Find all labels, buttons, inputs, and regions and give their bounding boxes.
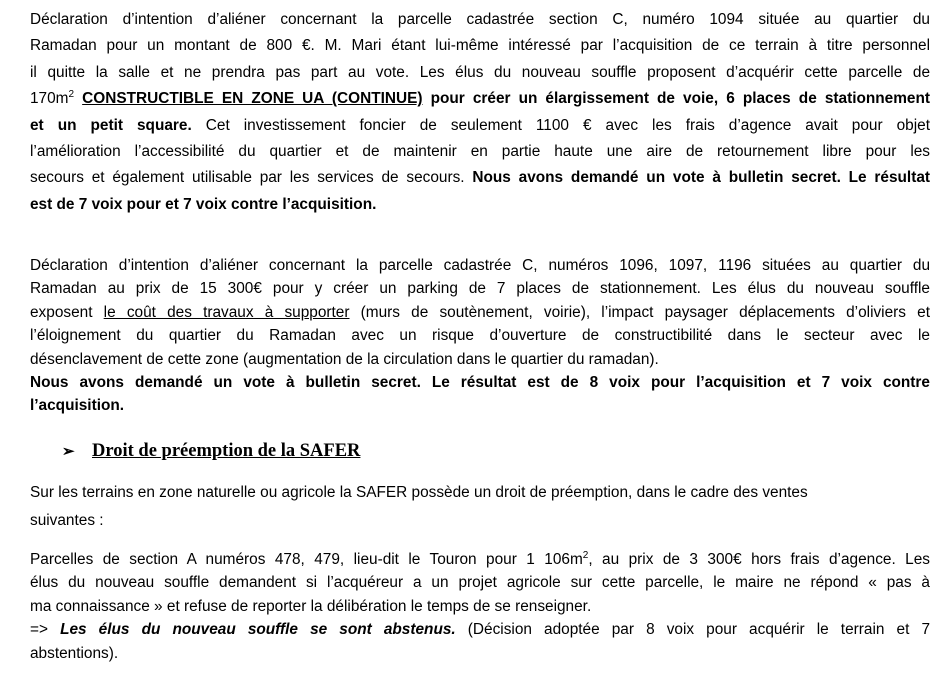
vote-result-text: l’acquisition. (30, 397, 125, 415)
text-segment: (murs de soutènement, voirie), l’impact paysager déplacements d’oliviers et (360, 303, 930, 321)
paragraph-parcels-1096-1097-1196 (30, 254, 930, 418)
text-segment: , au prix de 3 300€ hors frais d’agence. Les (588, 551, 930, 568)
text-segment: secours et également utilisable par les services de secours. (30, 169, 465, 187)
text-line (30, 548, 930, 571)
area-value: 170m (30, 90, 69, 108)
text-segment: (Décision adoptée par 8 voix pour acquérir le terrain et 7 (467, 621, 931, 639)
paragraph-safer-intro (30, 479, 930, 536)
bold-text: et un petit square. (30, 116, 192, 134)
abstention-text: Les élus du nouveau souffle se sont abstenus. (60, 621, 456, 639)
heading-title: Droit de préemption de la SAFER (92, 441, 361, 461)
superscript: 2 (68, 89, 75, 101)
text-line (30, 301, 930, 324)
text-line: abstentions). (30, 644, 119, 662)
text-line (30, 113, 930, 139)
text-line (30, 192, 930, 218)
paragraph-parcel-1094 (30, 7, 930, 218)
zone-constructible-text: CONSTRUCTIBLE EN ZONE UA (CONTINUE) (82, 90, 423, 108)
text-segment: Parcelles de section A numéros 478, 479, lieu-dit le Touron pour 1 106m (30, 551, 583, 568)
vote-result-text: Nous avons demandé un vote à bulletin secret. Le résultat est de 8 voix pour l’acquisition et 7 voix contre (30, 374, 930, 392)
text-line: suivantes : (30, 512, 104, 530)
section-heading-safer (62, 437, 360, 466)
paragraph-touron-parcels (30, 548, 930, 665)
text-line (30, 371, 930, 394)
arrow-text: => (30, 621, 48, 639)
cost-underlined-text: le coût des travaux à supporter (103, 303, 350, 321)
vote-result-text: Nous avons demandé un vote à bulletin secret. Le résultat (472, 169, 931, 187)
text-line: Ramadan pour un montant de 800 €. M. Mari étant lui-même intéressé par l’acquisition de ce terrain à titre personnel (30, 37, 930, 55)
text-line: Sur les terrains en zone naturelle ou agricole la SAFER possède un droit de préemption, dans le cadre des ventes (30, 484, 808, 501)
text-line: ma connaissance » et refuse de reporter la délibération le temps de se renseigner. (30, 597, 592, 615)
text-line: élus du nouveau souffle demandent si l’acquéreur a un projet agricole sur cette parcelle, le maire ne répond « pas à (30, 574, 930, 592)
text-line (30, 618, 930, 641)
text-line: il quitte la salle et ne prendra pas part au vote. Les élus du nouveau souffle proposent d’acquérir cette parcelle de (30, 63, 930, 81)
text-line: Ramadan au prix de 15 300€ pour y créer un parking de 7 places de stationnement. Les élus du nouveau souffle (30, 280, 930, 298)
text-line: l’amélioration l’accessibilité du quartier et de maintenir en partie haute une aire de retournement libre pour les (30, 143, 930, 161)
text-line: Déclaration d’intention d’aliéner concernant la parcelle cadastrée C, numéros 1096, 1097, 1196 situées au quartier du (30, 257, 930, 274)
text-line (30, 86, 930, 112)
text-segment: exposent (30, 303, 93, 321)
text-line (30, 165, 930, 191)
text-segment: Cet investissement foncier de seulement 1100 € avec les frais d’agence avait pour objet (205, 116, 930, 134)
superscript: 2 (582, 550, 589, 561)
bold-text: pour créer un élargissement de voie, 6 places de stationnement (430, 90, 931, 108)
text-line: Déclaration d’intention d’aliéner concernant la parcelle cadastrée section C, numéro 1094 située au quartier du (30, 11, 930, 28)
text-line: désenclavement de cette zone (augmentation de la circulation dans le quartier du ramadan). (30, 350, 659, 368)
text-line (30, 394, 930, 417)
text-line: l’éloignement du quartier du Ramadan avec un risque d’ouverture de constructibilité dans le secteur avec le (30, 327, 930, 345)
vote-result-text: est de 7 voix pour et 7 voix contre l’acquisition. (30, 195, 377, 213)
arrow-bullet-icon: ➢ (62, 444, 75, 460)
